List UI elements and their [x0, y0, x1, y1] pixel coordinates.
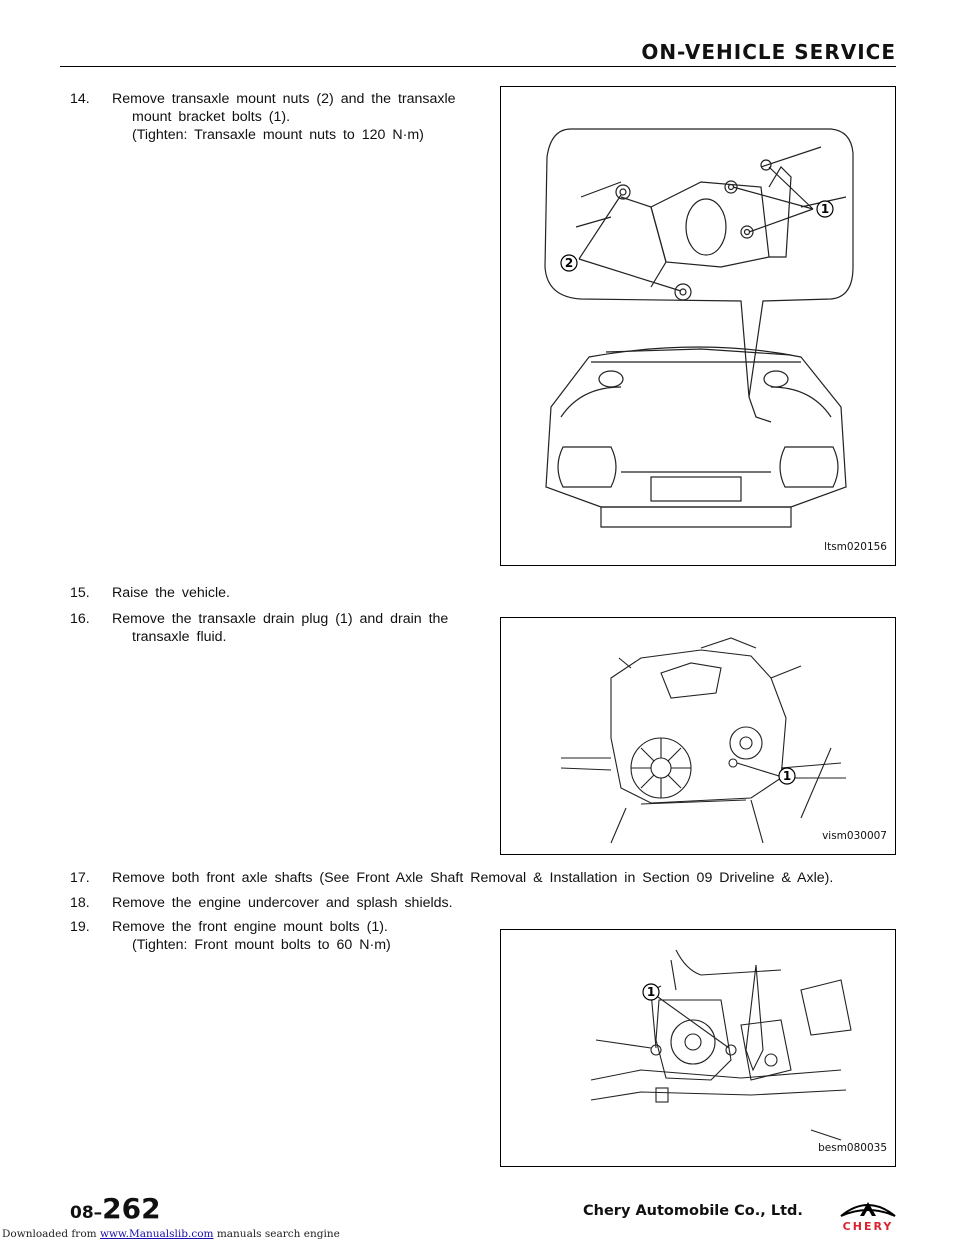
page-header — [60, 40, 896, 67]
step-number: 17. — [70, 870, 90, 886]
step-text: Remove the front engine mount bolts (1). — [112, 919, 388, 935]
chery-logo-icon — [833, 1198, 903, 1237]
callout-1: 1 — [646, 985, 656, 999]
download-suffix: manuals search engine — [213, 1228, 340, 1240]
step-text: Remove both front axle shafts (See Front Axle Shaft Removal & Installation in Section 09 Driveline & Axle). — [112, 870, 834, 886]
company-name: Chery Automobile Co., Ltd. — [583, 1203, 803, 1219]
callout-2: 2 — [564, 256, 574, 270]
step-16 — [70, 610, 480, 646]
callout-1: 1 — [820, 202, 830, 216]
figure-id: ltsm020156 — [824, 541, 887, 553]
page-number-value: 262 — [102, 1192, 161, 1225]
step-17 — [70, 869, 930, 887]
step-tighten-spec: (Tighten: Front mount bolts to 60 N·m) — [132, 937, 391, 953]
figure-transaxle-drain-plug — [500, 617, 896, 855]
transaxle-mount-illustration — [501, 87, 895, 565]
step-text: Remove transaxle mount nuts (2) and the transaxle — [112, 91, 456, 107]
step-number: 16. — [70, 611, 90, 627]
download-line — [2, 1228, 340, 1240]
step-tighten-spec: (Tighten: Transaxle mount nuts to 120 N·m) — [132, 127, 424, 143]
section-prefix: 08– — [70, 1203, 103, 1223]
step-18 — [70, 894, 670, 912]
step-text: Remove the transaxle drain plug (1) and drain the — [112, 611, 449, 627]
logo-text: CHERY — [842, 1220, 894, 1232]
step-number: 19. — [70, 919, 90, 935]
step-text: Raise the vehicle. — [112, 585, 230, 601]
step-15 — [70, 584, 480, 602]
download-prefix: Downloaded from — [2, 1228, 100, 1240]
page-number — [70, 1192, 161, 1225]
figure-transaxle-mount — [500, 86, 896, 566]
engine-mount-illustration — [501, 930, 895, 1166]
step-14 — [70, 90, 480, 144]
step-text-cont: mount bracket bolts (1). — [132, 109, 291, 125]
page-title: ON-VEHICLE SERVICE — [641, 40, 896, 64]
figure-id: besm080035 — [818, 1142, 887, 1154]
chery-logo-mark — [833, 1198, 903, 1232]
step-number: 15. — [70, 585, 90, 601]
manualslib-link[interactable]: www.Manualslib.com — [99, 1228, 214, 1240]
callout-1: 1 — [782, 769, 792, 783]
figure-id: vism030007 — [822, 830, 887, 842]
step-text: Remove the engine undercover and splash shields. — [112, 895, 453, 911]
step-number: 14. — [70, 91, 90, 107]
step-number: 18. — [70, 895, 90, 911]
figure-front-engine-mount — [500, 929, 896, 1167]
step-text-cont: transaxle fluid. — [132, 629, 227, 645]
transaxle-drain-illustration — [501, 618, 895, 854]
step-19 — [70, 918, 480, 954]
